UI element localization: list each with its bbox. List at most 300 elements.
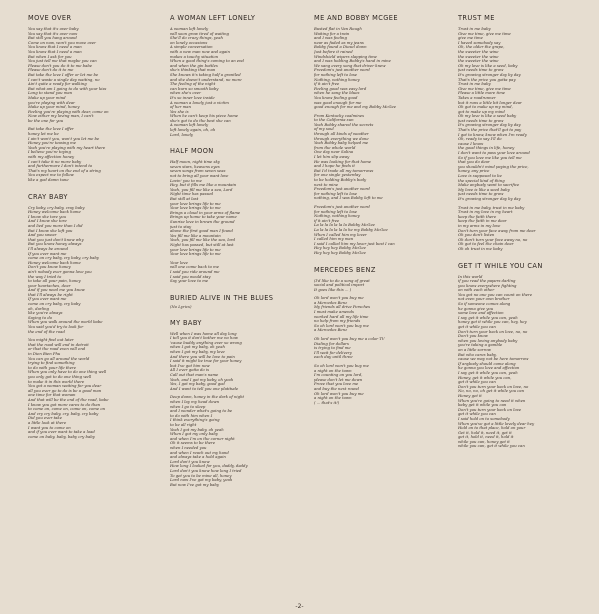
lyric-line: In this world	[458, 274, 483, 279]
song-block	[170, 319, 282, 488]
lyric-line: Dialing for dollars	[314, 341, 349, 346]
lyric-line: My love is like a seed baby	[458, 187, 510, 192]
lyric-line: Deep down, honey in the dark of night	[170, 395, 245, 400]
lyric-line: But take the love I offer or let me be	[28, 72, 99, 77]
lyric-line: Freedom's just another word	[314, 68, 370, 73]
lyric-line: And there you will be love to pain	[170, 354, 235, 359]
lyric-line: Yeah, you fill me like a sea, Lord	[170, 187, 233, 192]
lyric-line: if it ain't free	[314, 82, 340, 87]
column-3	[314, 14, 426, 415]
lyric-line: You can go all around the world	[28, 356, 90, 361]
lyric-line: and I wonder what's going to be	[170, 409, 233, 414]
lyric-line: Honey, get it while you can,	[458, 375, 512, 380]
lyric-line: I want you to come on	[28, 425, 71, 430]
lyric-line: when I lay my head down	[170, 400, 220, 404]
lyric-line: Takes a roadrunner	[458, 95, 496, 100]
lyric-line: All I ever gotta do is	[170, 368, 210, 373]
lyric-line: Don't you turn your back on love, no	[458, 384, 529, 389]
lyric-line: but it runs a little bit longer dear	[458, 100, 522, 105]
lyric-line: I can't waste a single day waiting, no	[28, 77, 100, 82]
lyric-line: Oh oh trust in me baby	[458, 246, 503, 251]
lyric-line: oh, darling	[28, 306, 49, 311]
lyric-line: she's got to do the best she can	[170, 118, 231, 123]
lyric-line: You know that I need a man	[28, 49, 82, 54]
lyric-line: Hey hey hey Bobby McGee	[314, 250, 366, 255]
song-block	[170, 14, 282, 137]
lyric-line: Oh my love is like a seed, baby	[458, 63, 518, 68]
lyric-line: left lonely again, oh, oh	[170, 128, 216, 133]
lyric-line: When you've got a little lovely dear hey	[458, 421, 535, 426]
lyric-line: cause I know	[458, 141, 484, 146]
lyric-line: he gonna give you	[458, 306, 494, 311]
lyric-line: But still at last	[170, 197, 199, 201]
lyric-line: Please a little more time	[458, 91, 506, 96]
lyric-line: I got to know, know when I'm ready	[458, 132, 527, 137]
lyric-line: through everything we done	[314, 136, 369, 141]
lyric-line: I say get it while you can, yeah	[458, 315, 518, 320]
lyric-line: Half moon, night time sky	[170, 160, 220, 165]
lyric-line: You know feeling good	[314, 95, 358, 100]
lyric-line: no help from my friends	[314, 319, 361, 324]
lyric-line: to be all right	[170, 422, 197, 427]
lyric-line: got to make up my mind	[458, 109, 505, 114]
lyric-line: with my affection honey	[28, 155, 75, 160]
lyric-line: So if you love me like you tell me	[458, 155, 522, 160]
lyric-line: seven songs from seven seas	[170, 169, 226, 174]
lyric-line: It goes like this ... )	[314, 287, 352, 292]
song-title: MOVE OVER	[28, 14, 72, 22]
song-title: BURIED ALIVE IN THE BLUES	[170, 293, 274, 302]
lyric-line: will soon grow tired of waiting	[170, 31, 229, 36]
lyric-line: He was looking for that home	[314, 159, 372, 164]
lyric-line: A woman left lonely	[170, 123, 209, 128]
lyric-line: a night on the town	[314, 368, 352, 373]
lyric-line: So if someone comes along	[458, 302, 511, 307]
lyric-line: One day near Salina	[314, 150, 354, 155]
lyric-line: Yeah, and I got my baby, oh yeah	[170, 377, 234, 382]
lyric-line: When you walk around the world babe	[28, 320, 103, 325]
lyric-line: a night on the town	[314, 396, 352, 401]
song-title: A WOMAN LEFT LONELY	[170, 14, 256, 22]
lyric-line: in Dien Bien Phu	[28, 352, 61, 356]
song-lyrics	[314, 279, 426, 406]
lyric-line: next to mine	[314, 182, 339, 187]
lyric-line: you're taking a gamble	[458, 343, 503, 348]
lyric-line: keep the faith in me dear	[458, 219, 507, 224]
lyric-line: I know she tore you	[28, 214, 67, 219]
lyric-line: It's growing stronger day by day	[458, 123, 521, 128]
lyric-line: Don't turn your back on love, no, no	[458, 329, 528, 334]
lyric-line: Busted flat in Van Rough	[314, 27, 362, 31]
lyric-line: Don't turn your face away from me dear	[458, 228, 536, 233]
lyric-line: Nothing, nothing honey	[314, 214, 360, 219]
lyric-line: Oh got to make up my mind,	[458, 105, 513, 110]
lyric-line: Get it, hold it, need it, get it	[458, 430, 512, 435]
lyric-line: (I'd like to do a song of great	[314, 278, 370, 283]
lyric-line: Lord, lonely	[170, 132, 194, 137]
lyric-line: when she's over	[170, 91, 201, 96]
lyric-line: I said hold on to somebody	[458, 416, 510, 421]
song-block	[314, 14, 426, 256]
lyric-line: I said it might be true for your honey	[170, 359, 242, 364]
lyric-line: for nothing left to lose	[314, 191, 358, 196]
lyric-line: just to stay	[170, 224, 192, 229]
column-2	[170, 14, 282, 497]
lyric-line: Hold on to that place, hold on your	[458, 426, 526, 431]
lyric-line: honey let me be	[28, 132, 59, 137]
lyric-line: Honey welcome back home	[28, 260, 81, 265]
lyric-line: A woman left lonely	[170, 27, 209, 31]
lyric-line: come on cry baby, cry baby, cry baby	[28, 256, 99, 261]
lyric-line: when he sang the blues	[314, 91, 360, 96]
lyric-line: I said you ride around me	[170, 269, 220, 274]
lyric-line: Yes fill me like a mountain	[170, 233, 221, 238]
lyric-line: your heartaches, dear	[28, 283, 71, 288]
lyric-line: Yeah Bobby shared the secrets	[314, 122, 374, 127]
lyric-line: When you only have to do one thing well	[28, 370, 107, 375]
lyric-line: My friends all drive Porsches	[314, 305, 371, 310]
lyric-line: That's my heart on the end of a string	[28, 168, 101, 173]
lyric-line: Honey welcome back home	[28, 210, 81, 215]
lyric-line: for nothing left to lose	[314, 209, 358, 214]
lyric-line: A simple conversation	[170, 45, 213, 50]
lyric-line: Ain't quite a ready for walking	[28, 82, 87, 87]
lyric-line: and buy the next round	[314, 386, 359, 391]
lyric-line: to the California sun	[314, 118, 354, 123]
lyric-line: Prove that you love me	[314, 382, 359, 387]
song-block	[314, 266, 426, 406]
lyric-line: while you can, honey get it	[458, 439, 510, 444]
lyric-line: So oh lord won't you buy me	[314, 323, 369, 328]
lyric-line: Oh you don't listen	[458, 233, 495, 238]
lyric-line: Lord now I've got my baby, yeah	[170, 478, 233, 483]
lyric-line: But now I've got my baby	[170, 482, 219, 487]
lyric-line: I say get it while you can, yeah	[458, 370, 518, 375]
lyric-line: I ain't won't you, won't you let me be	[28, 136, 100, 141]
song-title: TRUST ME	[458, 14, 495, 22]
lyric-line: Give me time, give me time	[458, 31, 511, 36]
lyric-line: Oh don't turn your face away no, no	[458, 237, 528, 242]
lyric-line: Make up your mind	[28, 95, 66, 100]
lyric-line: that the road will end in detroit	[28, 342, 89, 347]
lyric-line: When he can't keep his piece home	[170, 114, 239, 119]
lyric-line: It's so inner love inside	[170, 95, 215, 100]
lyric-line: Oh lord won't you buy me a color TV	[314, 337, 385, 342]
lyric-line: To get you to be mine all, honey	[170, 473, 232, 478]
lyric-line: social and political import	[314, 283, 365, 288]
lyric-line: I tell you it don't bother me no how	[170, 336, 239, 341]
lyric-line: a Mercedes Benz	[314, 328, 348, 333]
lyric-line: La la la la la la la he my Bobby McGee	[314, 227, 388, 232]
lyric-line: I'll always be around	[28, 246, 69, 251]
lyric-line: get it while you can	[458, 412, 496, 417]
lyric-line: Night has passed, but still at last	[170, 242, 234, 247]
lyric-line: not to bring all your want love	[170, 174, 229, 179]
lyric-line: just needs time to grow	[458, 118, 504, 123]
lyric-line: and always take a hold again	[170, 455, 226, 460]
lyric-line: one time for that woman	[28, 393, 76, 398]
lyric-line: was good enough for me	[314, 100, 362, 105]
lyric-line: I said I called him my lover just best I can	[314, 241, 395, 246]
lyric-line: It's growing stronger day by day	[458, 196, 521, 201]
lyric-line: Just before it rained	[314, 49, 353, 54]
lyric-line: some love and affection	[458, 311, 504, 316]
lyric-line: Hey hey hey Bobby McGee	[314, 246, 366, 251]
lyric-line: Yes she is	[170, 109, 189, 114]
lyric-line: the good things in life, honey	[458, 146, 515, 151]
lyric-line: Make anybody want to sacrifice	[458, 183, 520, 188]
lyric-line: Yeah I got my baby, oh yeah	[170, 427, 224, 432]
lyric-line: ain't nobody ever gonna love you	[28, 269, 92, 274]
lyric-line: I said you would stay	[170, 274, 211, 279]
lyric-line: Yes, I got my baby, good god	[170, 382, 225, 387]
song-title: MERCEDES BENZ	[314, 265, 376, 274]
lyric-line: on lonely occasions	[170, 40, 208, 45]
song-lyrics	[28, 206, 140, 440]
lyric-line: Brings up home to take your name	[170, 215, 237, 220]
lyric-line: to come on, come on, come on, come on	[28, 407, 106, 412]
lyric-line: to do with your life there	[28, 365, 77, 370]
lyric-line: the sweeter the wine	[458, 54, 499, 59]
lyric-line: But take the love I offer	[28, 127, 74, 132]
lyric-line: the sweeter the wine	[458, 59, 499, 64]
lyric-line: with a new man now and again	[170, 49, 230, 54]
lyric-line: And if you need me you know	[28, 288, 85, 293]
lyric-line: above the first good man I found	[170, 229, 233, 234]
song-block	[28, 193, 140, 440]
lyric-line: If anybody should come along	[458, 361, 516, 366]
lyric-line: Trust in me baby	[458, 27, 491, 31]
lyric-line: But you know honey always	[28, 242, 82, 247]
lyric-line: for one single yesterday	[314, 173, 361, 178]
lyric-line: You say that it's over now	[28, 31, 78, 36]
lyric-line: I believe you're toying	[28, 150, 71, 155]
lyric-line: But still you hang around	[28, 36, 77, 41]
song-title: MY BABY	[170, 318, 202, 327]
lyric-line: Honey you're teasing me	[28, 141, 76, 146]
lyric-line: We sang every song that driver knew	[314, 63, 386, 68]
lyric-line: But I know she left you	[28, 228, 73, 233]
lyric-line: That's the price you gotta pay	[458, 77, 516, 82]
lyric-line: And I want to tell you one platitude	[170, 386, 239, 391]
song-lyrics	[458, 275, 578, 450]
lyric-line: I must make amends	[314, 310, 354, 315]
lyric-line: and when I'm on the corner night	[170, 436, 235, 441]
lyric-line: and if you ever want to take a load	[28, 430, 95, 435]
lyric-line: all you ever go to do is be a good man	[28, 388, 102, 393]
lyric-line: to do with him when I	[170, 413, 213, 418]
lyric-line: Call out that man's name	[170, 373, 219, 378]
lyric-line: keep the faith there	[458, 214, 497, 219]
lyric-line: If you ever want me	[28, 297, 67, 302]
song-block	[458, 262, 578, 450]
lyric-line: makes a touchy situation	[170, 54, 219, 59]
lyric-line: worked hard all my life time	[314, 314, 369, 319]
lyric-line: and when the gin bottles	[170, 63, 218, 68]
lyric-line: get it while you can	[458, 380, 496, 385]
lyric-line: good enough for me and my Bobby McGee	[314, 105, 397, 110]
lyric-line: baby get it while you can	[458, 403, 507, 408]
lyric-line: Long to stand you man	[28, 91, 73, 96]
song-lyrics	[170, 160, 282, 283]
lyric-line: not even your own brother	[458, 297, 510, 302]
lyric-line: And that will be the end of the road, babe	[28, 397, 109, 402]
lyric-line: seven stars, heavens eyes	[170, 164, 220, 169]
lyric-line: Love is supposed to be	[458, 174, 502, 178]
lyric-line: And I know she tore	[28, 219, 67, 224]
lyric-line: She knows it's taking half a grantled	[170, 72, 241, 77]
lyric-line: If you ever want me	[28, 251, 67, 256]
lyric-line: Nothing, nothing honey	[314, 77, 360, 82]
lyric-line: the end of the road	[28, 329, 65, 334]
lyric-line: honey, any price	[458, 169, 490, 174]
lyric-line: I'm counting on you lord,	[314, 373, 363, 378]
lyric-line: You expect me to follow	[28, 173, 74, 178]
lyric-line: like you're always	[28, 311, 63, 316]
lyric-line: The feeling of the night	[170, 82, 216, 87]
lyric-line: through all kinds of weather	[314, 132, 369, 137]
lyric-line: when I go to sleep	[170, 404, 206, 409]
lyric-line: You got a woman waiting for you dear	[28, 384, 102, 389]
lyric-line: That's the price that'll got to pay	[458, 128, 522, 133]
lyric-line: Please don't do it to me	[28, 68, 74, 73]
song-lyrics	[170, 27, 282, 137]
lyric-line: come on baby, baby, baby cry baby	[28, 434, 95, 439]
lyric-line: Well when I was home all day long	[170, 331, 237, 336]
lyric-line: and lied you more than I did	[28, 223, 83, 228]
lyric-line: A woman a lonely just a victim	[170, 100, 229, 105]
lyric-line: of my soul	[314, 127, 334, 132]
lyric-line: when I needed you	[170, 445, 207, 450]
lyric-line: When I called him my lover	[314, 232, 367, 237]
lyric-line: Give me time, give me time	[458, 86, 511, 91]
lyric-line: Yeah, you fill me like the sea, lord	[170, 238, 236, 243]
lyric-line: You just tell me that maybe you can	[28, 59, 97, 64]
lyric-line: Feeling good was easy lord	[314, 86, 367, 91]
lyric-line: or that the road even will end	[28, 347, 86, 352]
lyric-line: be the one for you	[28, 118, 64, 123]
lyric-line: Waiting for a train	[314, 31, 350, 36]
lyric-line: ( ... that's it!)	[314, 400, 340, 405]
lyric-line: Your love brings life to me	[170, 252, 221, 257]
lyric-line: that I'll always be right	[28, 292, 73, 297]
lyric-line: Oh it seems to be there	[170, 441, 216, 446]
lyric-line: Trust in my love in my heart	[458, 210, 513, 215]
lyric-line: Lovin' you to me	[170, 178, 202, 183]
lyric-line: in my arms in my love	[458, 223, 501, 228]
lyric-line: When you're going to need it when	[458, 398, 526, 403]
lyric-line: like a god damn tune	[28, 178, 69, 182]
lyric-line: You might find out later	[28, 338, 74, 343]
song-lyrics	[314, 27, 426, 256]
lyric-line: I can't take it no more baby	[28, 159, 82, 164]
song-title: CRAY BABY	[28, 192, 68, 201]
song-block	[170, 147, 282, 283]
lyric-line: to be holding Bobby's body	[314, 178, 367, 182]
lyric-line: Now either my loving man, I can't	[28, 114, 94, 119]
lyric-line: Lord don't you know	[170, 459, 210, 464]
song-title: HALF MOON	[170, 147, 214, 156]
lyric-line: La la la la la la la Bobby McGee	[314, 223, 375, 228]
lyric-line: Saying to do	[28, 315, 53, 320]
lyric-line: You said you'd try to look for	[28, 325, 84, 330]
lyric-line: She'll do crazy things, yeah	[170, 36, 223, 41]
lyric-line: Come on now, won't you move over	[28, 40, 96, 45]
lyric-line: Your love	[170, 260, 188, 265]
lyric-line: Lord don't you know how long I tried	[170, 468, 242, 473]
lyric-line: I think everything's going	[170, 418, 220, 423]
lyric-line: Night time has passed	[170, 192, 214, 197]
lyric-line: Your love brings life to me	[170, 206, 221, 211]
lyric-line: I'll wait for delivery	[314, 350, 352, 355]
lyric-line: is trying to find me	[314, 346, 351, 351]
song-lyrics	[28, 27, 140, 183]
lyric-line: But what am I going to do with your kiss	[28, 86, 107, 91]
lyric-line: Make up your mind, honey	[28, 105, 80, 110]
lyric-line: I called him my man	[314, 237, 354, 242]
lyric-line: just needs time to grow	[458, 192, 504, 197]
lyric-line: 'cause buddy anything ever so wrong	[170, 340, 242, 345]
lyric-line: please don't let me down	[314, 377, 363, 382]
lyric-line: and when I reach out my hand	[170, 450, 229, 455]
lyric-line: you know everywhere fighting	[458, 283, 517, 288]
lyric-line: and I was holding Bobby's hand in mine	[314, 59, 391, 64]
lyric-line: But who cares baby,	[458, 352, 497, 357]
lyric-line: It's growing stronger day by day	[458, 72, 521, 77]
lyric-line: Trust in me baby	[458, 82, 491, 87]
lyric-line: You say that it's over baby	[28, 27, 79, 31]
lyric-line: I haved somebody say	[458, 40, 501, 45]
page-number: -2-	[295, 603, 304, 610]
lyric-line: give me time	[458, 36, 483, 41]
lyric-line: get it, hold it, need it, hold it	[458, 435, 514, 440]
lyric-line: and she doesn't understand, no more	[170, 77, 242, 82]
lyric-line: Sunrise love in brown the ground	[170, 219, 235, 224]
column-1	[28, 14, 140, 449]
lyric-line: that you just don't know why	[28, 237, 84, 242]
song-title: ME AND BOBBY MCGEE	[314, 14, 398, 22]
lyric-line: the way I tried to	[28, 274, 62, 279]
lyric-line: when you loving anybody baby	[458, 338, 518, 343]
lyric-line: will one come back to me	[170, 265, 219, 270]
lyric-line: And cry cry baby, cry, baby, cry baby	[28, 411, 99, 416]
lyric-line: the special kind of thing	[458, 178, 505, 183]
lyric-line: you shouldn't mind paying the price,	[458, 164, 529, 169]
song-block	[28, 14, 140, 183]
lyric-line: when I got my baby, oh yeah	[170, 345, 225, 350]
lyric-line: Cry baby, cry baby, cray baby	[28, 205, 85, 210]
lyric-line: the sweeter the wine	[458, 49, 499, 54]
lyric-line: just needs time to grow	[458, 68, 504, 73]
lyric-line: Oh got to feel the chain dear	[458, 242, 514, 247]
lyric-line: Yeah Bobby baby helped me	[314, 141, 369, 146]
lyric-line: if it ain't free	[314, 218, 340, 223]
lyric-line: come on cry baby, cry baby	[28, 302, 81, 307]
lyric-line: your love brings life to me	[170, 247, 221, 252]
lyric-line: your love brings life to me	[170, 201, 221, 206]
lyric-line: she's thinking that man	[170, 68, 216, 73]
lyric-line: So oh lord won't you buy me	[314, 364, 369, 368]
lyric-line: Brings a cloud in your arms of flame	[170, 210, 241, 215]
lyric-line: Windshield wipers slapping time	[314, 54, 377, 59]
lyric-line: How long I looked for you, daddy, daddy	[170, 464, 248, 469]
lyric-line: you only got to do one thing well	[28, 374, 92, 379]
lyric-line: on with each other	[458, 288, 495, 293]
lyric-line: when I got my baby, my love	[170, 350, 225, 355]
lyric-line: But I'd trade all my tomorrows	[314, 168, 374, 173]
lyric-line: trying to find something	[28, 361, 75, 366]
lyric-line: nothing, and I was Bobby left to me	[314, 196, 383, 201]
